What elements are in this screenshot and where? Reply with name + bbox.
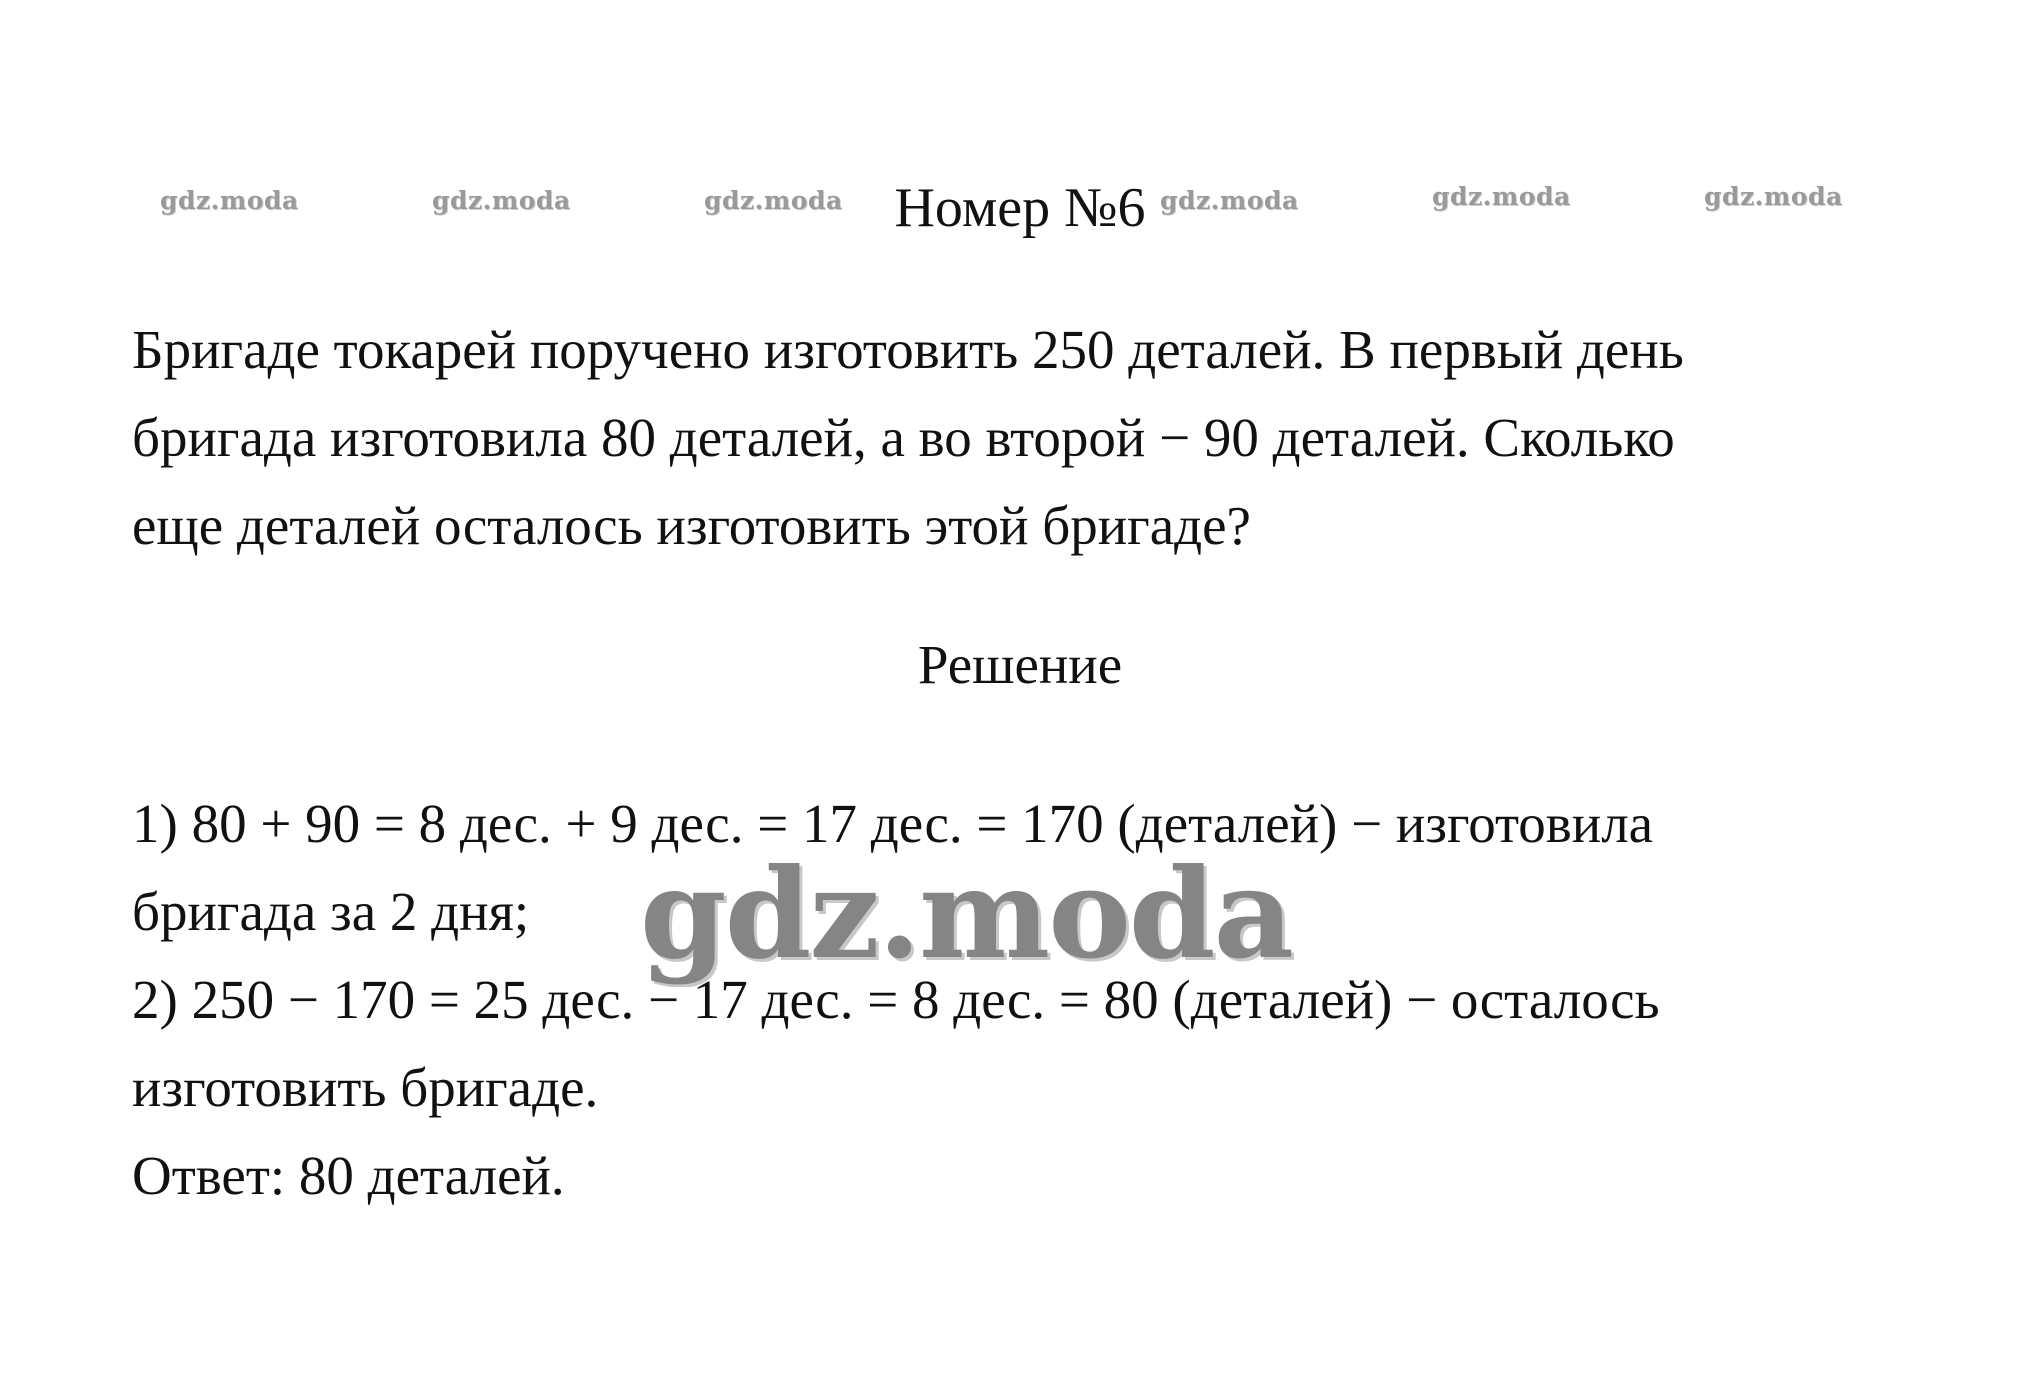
solution-line: 2) 250 − 170 = 25 дес. − 17 дес. = 8 дес. = 80 (деталей) − осталось xyxy=(132,969,1660,1030)
watermark-large: gdz.moda xyxy=(640,842,1292,987)
watermark-small-4: gdz.moda xyxy=(1160,186,1299,215)
watermark-small-2: gdz.moda xyxy=(432,186,571,215)
problem-line: Бригаде токарей поручено изготовить 250 деталей. В первый день xyxy=(132,319,1684,380)
watermark-small-5: gdz.moda xyxy=(1432,182,1571,211)
page-title: Номер №6 xyxy=(894,177,1146,239)
problem-line: еще деталей осталось изготовить этой бригаде? xyxy=(132,495,1251,556)
solution-line: бригада за 2 дня; xyxy=(132,881,530,942)
watermark-small-6: gdz.moda xyxy=(1704,182,1843,211)
answer-line: Ответ: 80 деталей. xyxy=(132,1145,565,1206)
problem-line: бригада изготовила 80 деталей, а во второй − 90 деталей. Сколько xyxy=(132,407,1675,468)
solution-line: изготовить бригаде. xyxy=(132,1057,599,1118)
solution-line: 1) 80 + 90 = 8 дес. + 9 дес. = 17 дес. = 170 (деталей) − изготовила xyxy=(132,793,1654,854)
problem-text xyxy=(132,306,1892,570)
watermark-small-1: gdz.moda xyxy=(160,186,299,215)
solution-heading: Решение xyxy=(917,634,1123,695)
watermark-small-3: gdz.moda xyxy=(704,186,843,215)
